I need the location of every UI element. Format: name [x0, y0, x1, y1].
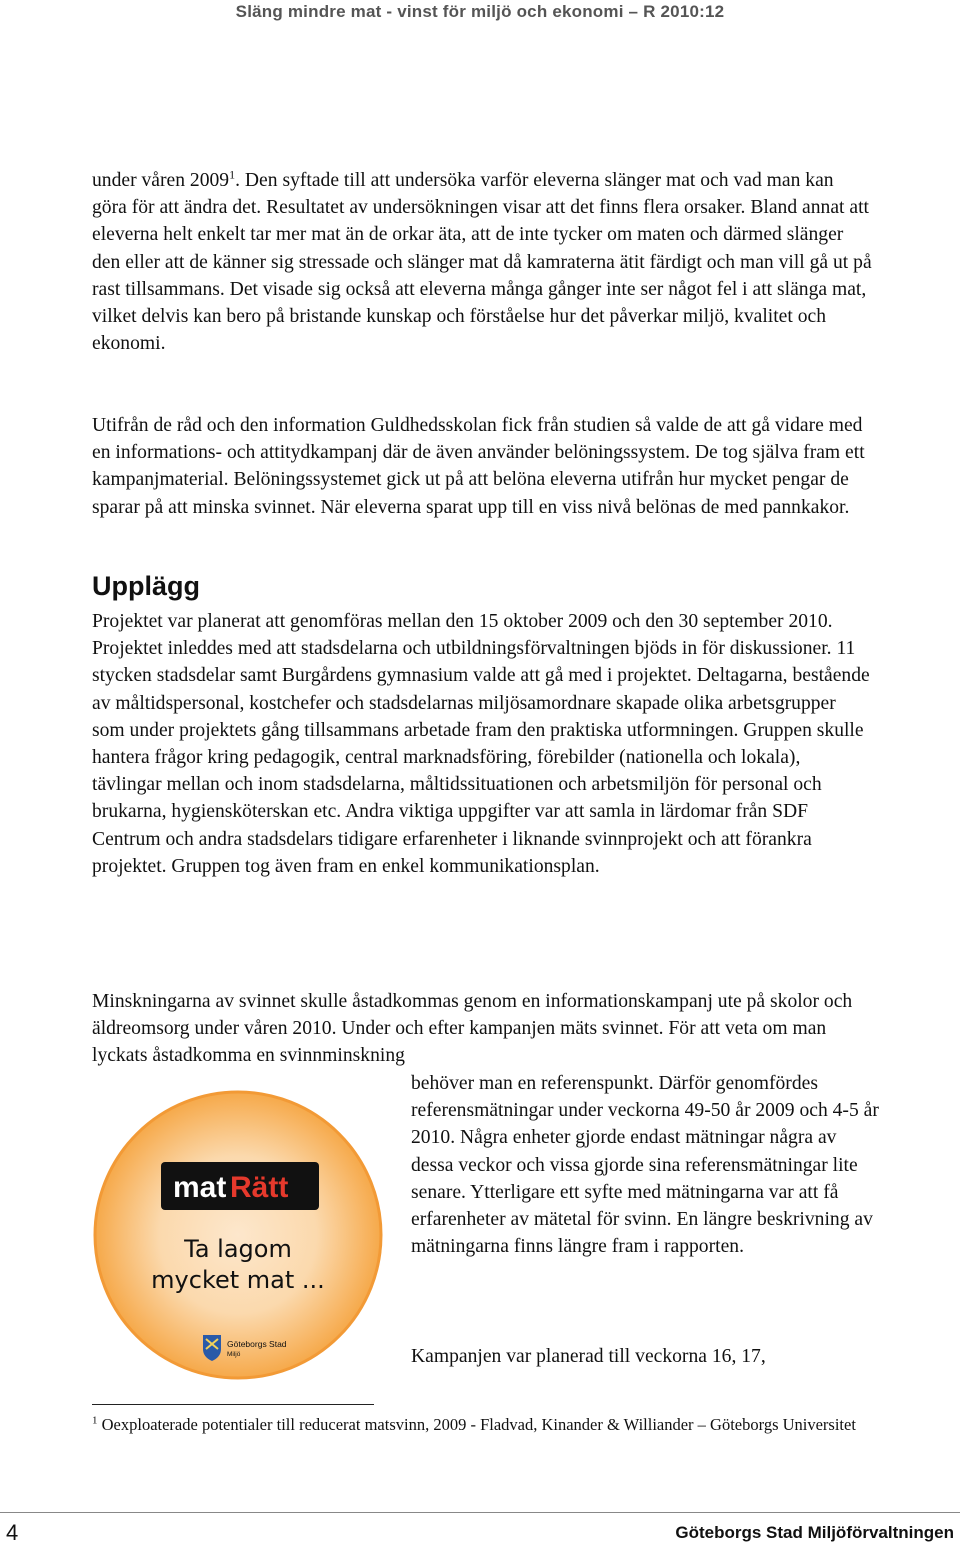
footnote-reference: 1 — [229, 167, 236, 182]
org-name: Göteborgs Stad — [227, 1339, 287, 1349]
paragraph-text: under våren 2009 — [92, 170, 230, 191]
footnote-separator — [92, 1404, 374, 1405]
footer-organization: Göteborgs Stad Miljöförvaltningen — [675, 1523, 954, 1542]
paragraph-campaign: Utifrån de råd och den information Guldhedsskolan fick från studien så valde de att gå vidare med en informations- och attitydkampanj där de även använder belöningssystem. De tog själva fram ett kampanjmaterial. Belöningssystemet gick ut på att belöna eleverna utifrån hur mycket pengar de sparar på att minska svinnet. När eleverna sparat upp till en viss nivå belönas de med pannkakor. — [92, 415, 865, 518]
page-number: 4 — [6, 1520, 19, 1545]
slogan-line-1: Ta lagom — [184, 1235, 292, 1263]
slogan-line-2: mycket mat ... — [151, 1266, 325, 1294]
section-heading: Upplägg — [92, 571, 200, 601]
footnote-text: Oexploaterade potentialer till reducerat matsvinn, 2009 - Fladvad, Kinander & Williander – Göteborgs Universitet — [97, 1415, 856, 1434]
logo-mat-text: mat — [173, 1171, 227, 1204]
org-dept: Miljö — [227, 1351, 241, 1358]
footnote — [92, 1414, 892, 1436]
running-header: Släng mindre mat - vinst för miljö och ekonomi – R 2010:12 — [235, 2, 725, 21]
paragraph-text: . Den syftade till att undersöka varför eleverna slänger mat och vad man kan göra för att ändra det. Resultatet av undersökningen visar att det finns flera orsaker. Bland annat att eleverna helt enkelt tar mer mat än de orkar äta, att de inte tycker om maten och därmed slänger den eller att de känner sig stressade och slänger mat då kamraterna ätit färdigt och man vill gå ut på rast tillsammans. Det visade sig också att eleverna många gånger inte ser något fel i att slänga mat, vilket delvis kan bero på bristande kunskap och förståelse hur det påverkar miljö, kvalitet och ekonomi. — [92, 170, 872, 355]
paragraph-campaign-weeks: Kampanjen var planerad till veckorna 16, 17, — [411, 1346, 766, 1367]
logo-ratt-text: Rätt — [230, 1171, 289, 1204]
paragraph-reference-measurements: behöver man en referenspunkt. Därför genomfördes referensmätningar under veckorna 49-50 år 2009 och 4-5 år 2010. Några enheter gjorde endast mätningar några av dessa veckor och vissa gjorde sina referensmätningar lite senare. Ytterligare ett syfte med mätningarna var att få erfarenheter av mätetal för svinn. En längre beskrivning av mätningarna finns längre fram i rapporten. — [411, 1073, 879, 1258]
paragraph-reductions: Minskningarna av svinnet skulle åstadkommas genom en informationskampanj ute på skolor och äldreomsorg under våren 2010. Under och efter kampanjen mäts svinnet. För att veta om man lyckats åstadkomma en svinnminskning — [92, 991, 853, 1067]
paragraph-project-plan: Projektet var planerat att genomföras mellan den 15 oktober 2009 och den 30 september 2010. Projektet inleddes med att stadsdelarna och utbildningsförvaltningen bjöds in för diskussioner. 11 stycken stadsdelar samt Burgårdens gymnasium valde att gå med i projektet. Deltagarna, bestående av måltidspersonal, kostchefer och stadsdelarnas miljösamordnare skapade olika arbetsgrupper som under projektets gång tillsammans arbetade fram den praktiska utformningen. Gruppen skulle hantera frågor kring pedagogik, central marknadsföring, förebilder (nationella och lokala), tävlingar mellan och inom stadsdelarna, måltidssituationen och arbetsmiljön för personal och brukarna, hygiensköterskan etc. Andra viktiga uppgifter var att samla in lärdomar från SDF Centrum och andra stadsdelars tidigare erfarenheter i liknande svinnprojekt och att förankra projektet. Gruppen tog även fram en enkel kommunikationsplan. — [92, 611, 870, 877]
paragraph-study-results — [92, 167, 872, 357]
footnote-number: 1 — [92, 1414, 98, 1427]
footer-divider — [0, 1512, 960, 1513]
matratt-campaign-poster — [93, 1090, 383, 1380]
